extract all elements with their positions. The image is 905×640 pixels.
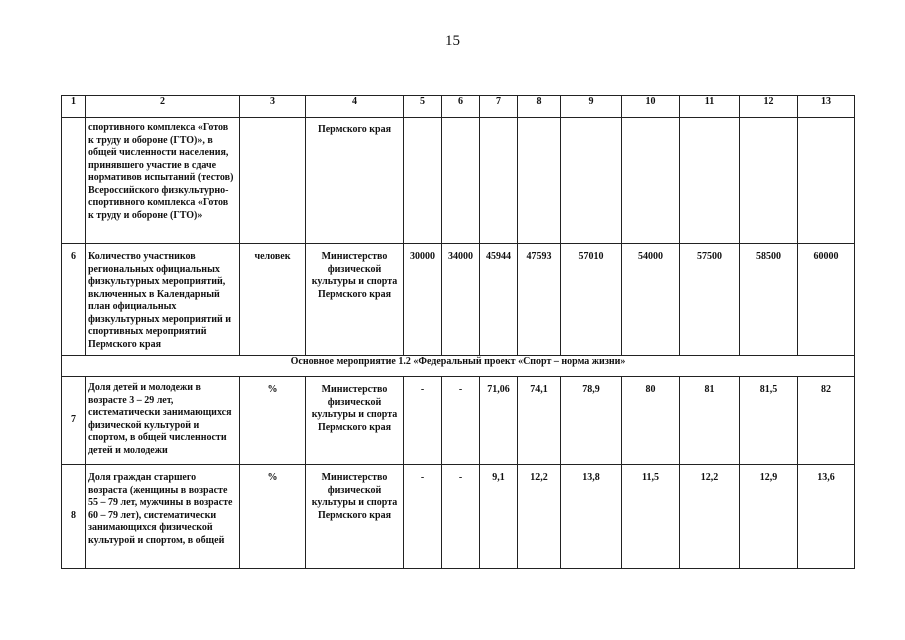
value-cell: 81,5	[740, 377, 798, 465]
value-cell: 12,9	[740, 465, 798, 569]
page-number: 15	[445, 33, 460, 49]
unit-cell: человек	[240, 244, 306, 356]
section-row	[62, 356, 855, 377]
value-cell: 34000	[442, 244, 480, 356]
table-row	[62, 465, 855, 569]
header-cell: 4	[306, 96, 404, 118]
value-cell: 58500	[740, 244, 798, 356]
value-cell	[622, 118, 680, 244]
value-cell: 11,5	[622, 465, 680, 569]
header-cell: 6	[442, 96, 480, 118]
value-cell: 71,06	[480, 377, 518, 465]
indicator-name: спортивного комплекса «Готов к труду и обороне (ГТО)», в общей численности населения, принявшего участие в сдаче нормативов испытаний (тестов) Всероссийского физкультурно-спортивного комплекса «Готов к труду и обороне (ГТО)»	[86, 118, 240, 244]
value-cell: 82	[798, 377, 855, 465]
value-cell: 74,1	[518, 377, 561, 465]
header-cell: 1	[62, 96, 86, 118]
section-title: Основное мероприятие 1.2 «Федеральный проект «Спорт – норма жизни»	[62, 356, 855, 377]
header-cell: 11	[680, 96, 740, 118]
table-row	[62, 118, 855, 244]
value-cell	[740, 118, 798, 244]
executor-cell: Пермского края	[306, 118, 404, 244]
value-cell: -	[442, 465, 480, 569]
header-cell: 12	[740, 96, 798, 118]
table-row	[62, 377, 855, 465]
indicator-name: Доля граждан старшего возраста (женщины в возрасте 55 – 79 лет, мужчины в возрасте 60 – 79 лет), систематически занимающихся физической культурой и спортом, в общей	[86, 465, 240, 569]
value-cell: 57500	[680, 244, 740, 356]
table-row	[62, 244, 855, 356]
unit-cell	[240, 118, 306, 244]
value-cell: 12,2	[518, 465, 561, 569]
value-cell: 80	[622, 377, 680, 465]
value-cell	[798, 118, 855, 244]
indicator-name: Доля детей и молодежи в возрасте 3 – 29 лет, систематически занимающихся физической культурой и спортом, в общей численности детей и молодежи	[86, 377, 240, 465]
value-cell	[404, 118, 442, 244]
value-cell: 13,6	[798, 465, 855, 569]
row-number	[62, 118, 86, 244]
value-cell: 30000	[404, 244, 442, 356]
value-cell	[442, 118, 480, 244]
executor-cell: Министерство физической культуры и спорта Пермского края	[306, 465, 404, 569]
row-number: 7	[62, 377, 86, 465]
header-cell: 10	[622, 96, 680, 118]
value-cell	[561, 118, 622, 244]
value-cell: -	[404, 465, 442, 569]
row-number: 8	[62, 465, 86, 569]
header-cell: 5	[404, 96, 442, 118]
value-cell: 45944	[480, 244, 518, 356]
header-cell: 9	[561, 96, 622, 118]
header-row	[62, 96, 855, 118]
header-cell: 13	[798, 96, 855, 118]
value-cell	[518, 118, 561, 244]
executor-cell: Министерство физической культуры и спорта Пермского края	[306, 377, 404, 465]
value-cell: 81	[680, 377, 740, 465]
value-cell: -	[442, 377, 480, 465]
value-cell	[480, 118, 518, 244]
value-cell: 13,8	[561, 465, 622, 569]
value-cell: 12,2	[680, 465, 740, 569]
value-cell: 47593	[518, 244, 561, 356]
header-cell: 2	[86, 96, 240, 118]
indicators-table	[61, 95, 855, 569]
value-cell: 78,9	[561, 377, 622, 465]
unit-cell: %	[240, 465, 306, 569]
unit-cell: %	[240, 377, 306, 465]
header-cell: 7	[480, 96, 518, 118]
row-number: 6	[62, 244, 86, 356]
value-cell: 57010	[561, 244, 622, 356]
value-cell	[680, 118, 740, 244]
executor-cell: Министерство физической культуры и спорта Пермского края	[306, 244, 404, 356]
value-cell: 9,1	[480, 465, 518, 569]
value-cell: -	[404, 377, 442, 465]
value-cell: 60000	[798, 244, 855, 356]
value-cell: 54000	[622, 244, 680, 356]
header-cell: 3	[240, 96, 306, 118]
indicator-name: Количество участников региональных официальных физкультурных мероприятий, включенных в Календарный план официальных физкультурных мероприятий и спортивных мероприятий Пермского края	[86, 244, 240, 356]
header-cell: 8	[518, 96, 561, 118]
